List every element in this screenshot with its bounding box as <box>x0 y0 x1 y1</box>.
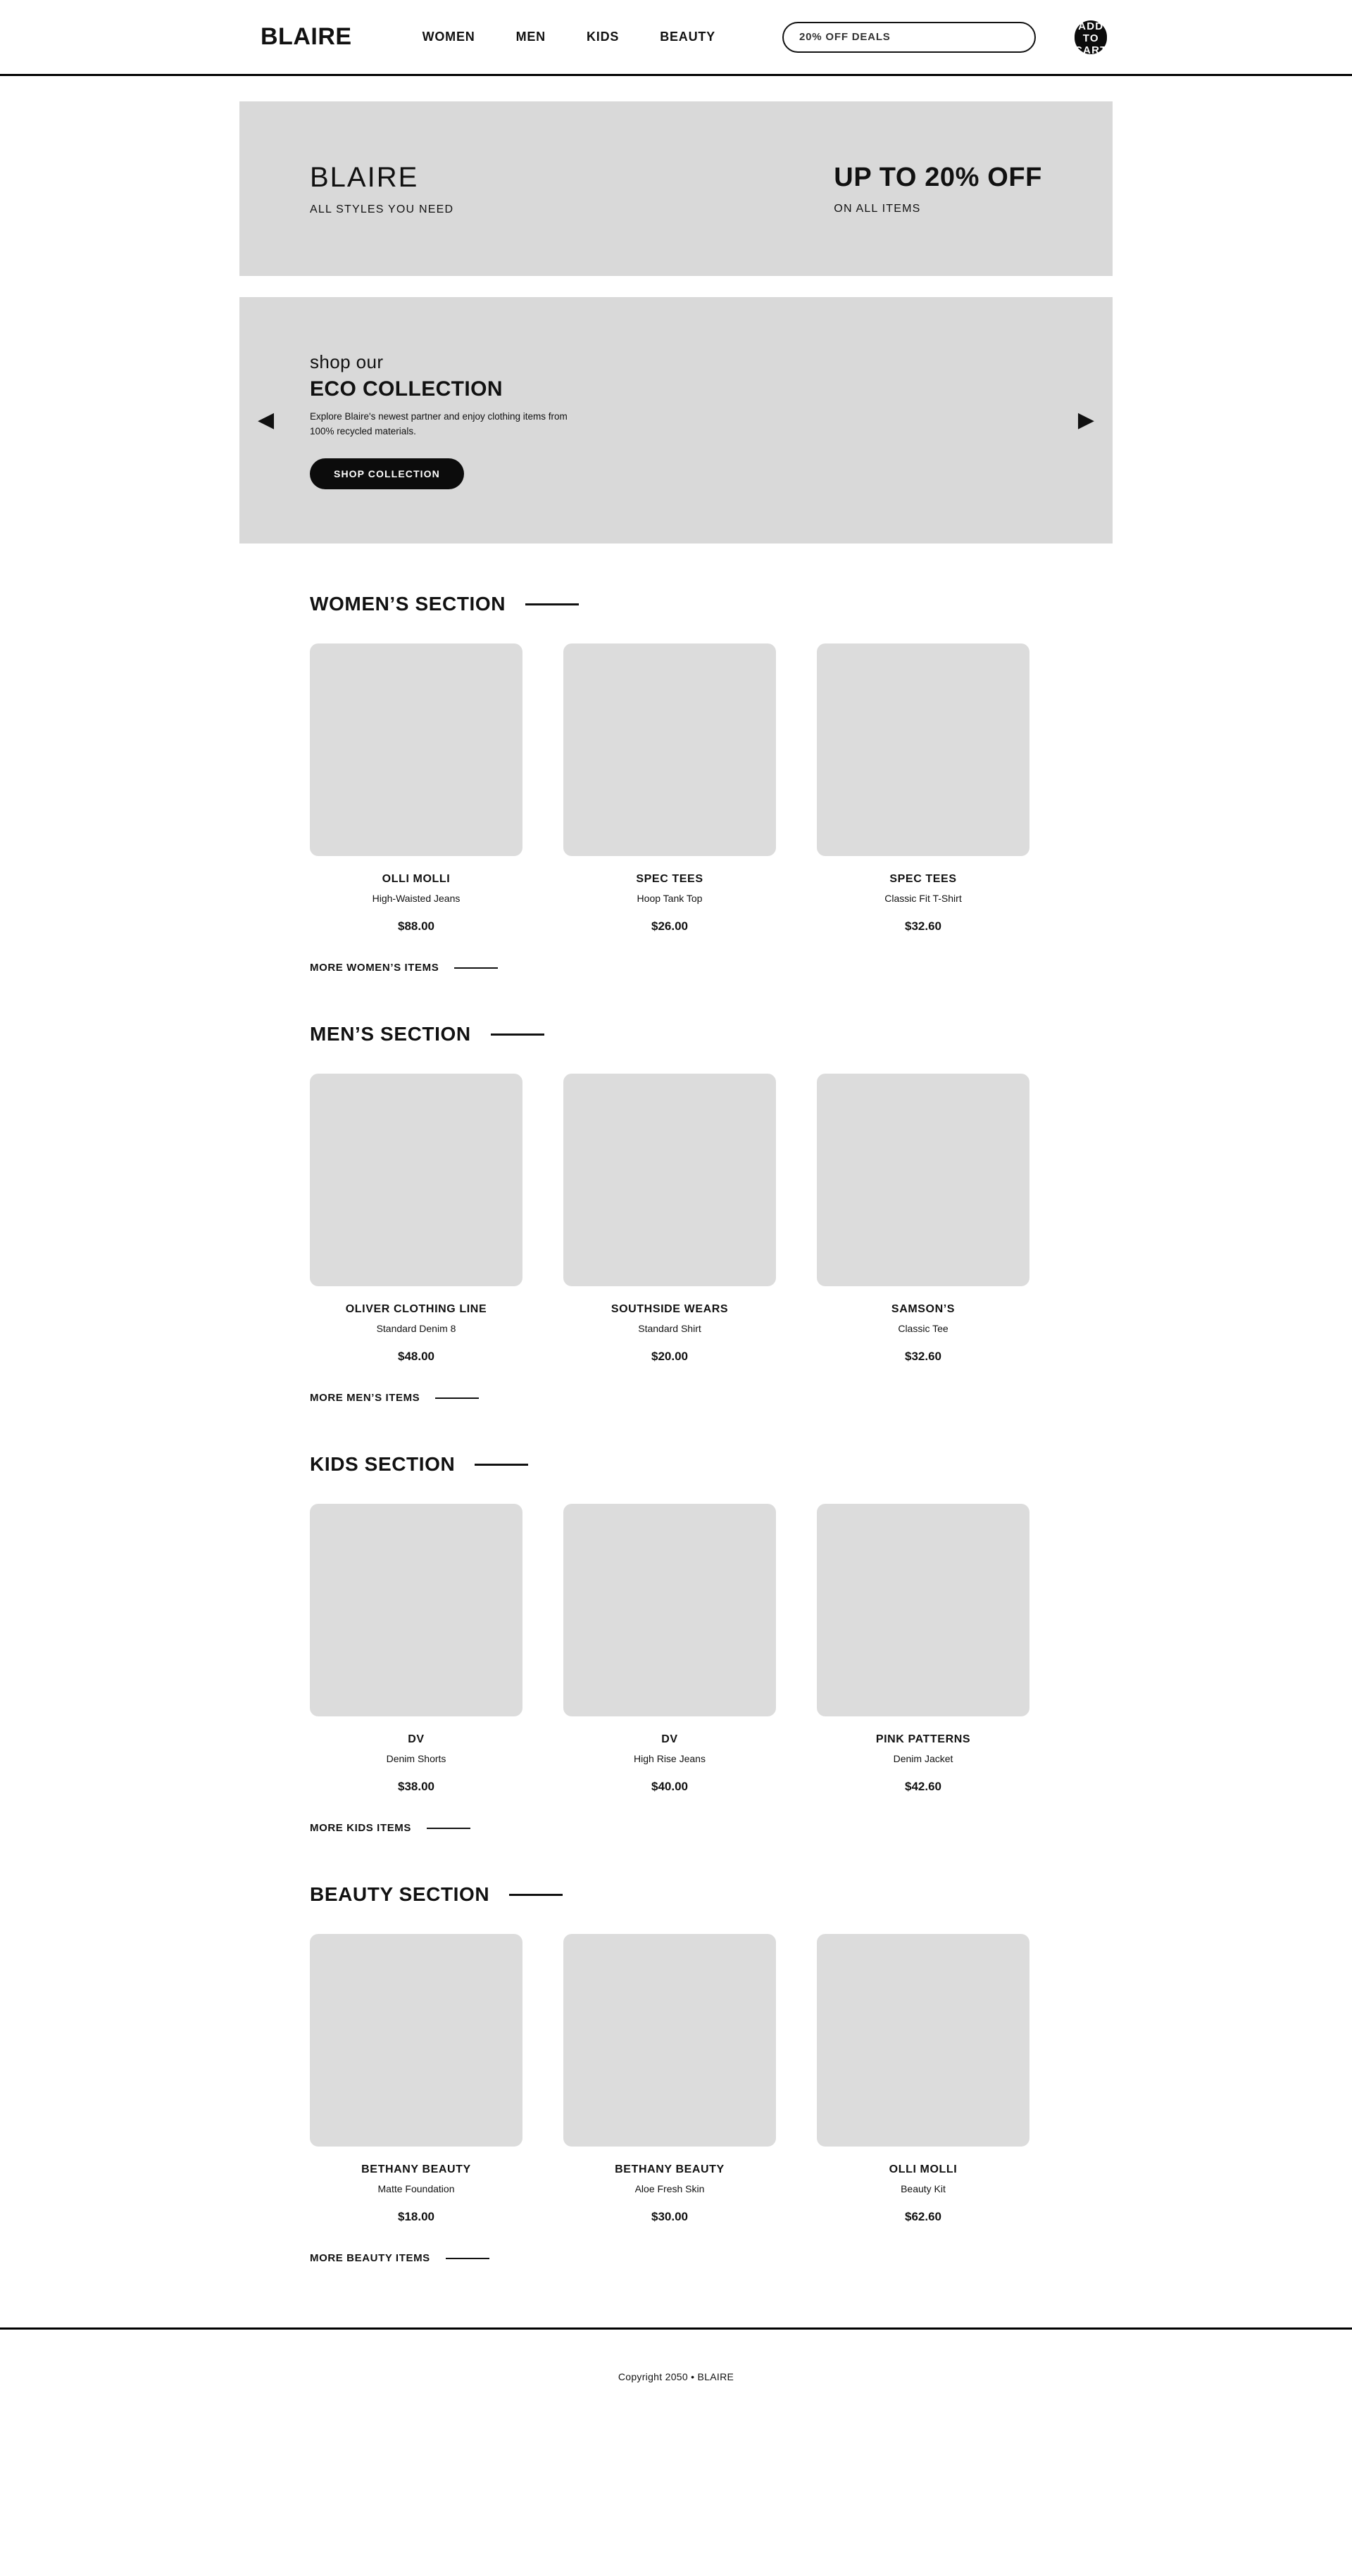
main-nav <box>423 30 715 44</box>
more-rule <box>454 967 498 969</box>
product-brand: OLLI MOLLI <box>382 873 451 885</box>
product-price: $48.00 <box>398 1350 434 1363</box>
product-image <box>817 1504 1029 1716</box>
product-grid <box>239 1504 1113 1794</box>
section-header <box>239 593 1113 615</box>
section-rule <box>509 1894 563 1896</box>
product-price: $40.00 <box>651 1780 688 1793</box>
product-card[interactable] <box>563 1934 776 2224</box>
product-name: Hoop Tank Top <box>637 893 703 904</box>
nav-item-men[interactable]: MEN <box>515 30 546 44</box>
product-price: $32.60 <box>905 919 941 933</box>
product-grid <box>239 643 1113 934</box>
product-image <box>310 1934 522 2147</box>
product-brand: OLLI MOLLI <box>889 2163 958 2175</box>
carousel-prev-icon[interactable]: ◀ <box>258 408 275 432</box>
shop-collection-button[interactable]: SHOP COLLECTION <box>310 458 464 489</box>
product-name: Classic Fit T-Shirt <box>884 893 962 904</box>
section-title: KIDS SECTION <box>310 1453 456 1475</box>
product-name: Beauty Kit <box>901 2183 946 2194</box>
product-brand: DV <box>408 1733 425 1745</box>
product-name: Standard Shirt <box>638 1323 701 1334</box>
promo-content <box>239 351 592 489</box>
product-image <box>563 1074 776 1286</box>
more-row <box>239 2252 1113 2264</box>
section-header <box>239 1023 1113 1045</box>
product-price: $88.00 <box>398 919 434 933</box>
section-men <box>239 1023 1113 1404</box>
nav-item-kids[interactable]: KIDS <box>586 30 620 44</box>
product-card[interactable] <box>817 1504 1029 1794</box>
page-content <box>239 76 1113 2264</box>
product-image <box>817 643 1029 856</box>
product-price: $42.60 <box>905 1780 941 1793</box>
product-image <box>817 1074 1029 1286</box>
promo-kicker: shop our <box>310 351 384 373</box>
product-image <box>310 1074 522 1286</box>
more-rule <box>435 1397 479 1399</box>
product-card[interactable] <box>563 1504 776 1794</box>
footer-copyright: Copyright 2050 • BLAIRE <box>618 2370 734 2382</box>
section-header <box>239 1883 1113 1906</box>
more-row <box>239 962 1113 974</box>
site-footer <box>0 2327 1352 2423</box>
product-card[interactable] <box>817 1074 1029 1364</box>
promo-carousel <box>239 297 1113 544</box>
hero-subtitle: ALL STYLES YOU NEED <box>310 203 454 215</box>
product-brand: SAMSON’S <box>891 1303 956 1315</box>
product-image <box>563 1934 776 2147</box>
product-name: Standard Denim 8 <box>376 1323 456 1334</box>
product-name: High-Waisted Jeans <box>372 893 461 904</box>
product-image <box>563 643 776 856</box>
section-title: WOMEN’S SECTION <box>310 593 506 615</box>
product-price: $30.00 <box>651 2210 688 2223</box>
more-rule <box>446 2258 489 2259</box>
product-image <box>310 643 522 856</box>
hero-banner <box>239 101 1113 276</box>
brand-logo[interactable]: BLAIRE <box>261 23 352 50</box>
nav-item-women[interactable]: WOMEN <box>422 30 475 44</box>
section-rule <box>491 1033 544 1036</box>
more-link-women[interactable]: MORE WOMEN’S ITEMS <box>310 962 439 974</box>
section-rule <box>475 1464 528 1466</box>
product-price: $20.00 <box>651 1350 688 1363</box>
section-title: MEN’S SECTION <box>310 1023 471 1045</box>
promo-title: ECO COLLECTION <box>310 377 503 401</box>
product-price: $18.00 <box>398 2210 434 2223</box>
search-input[interactable] <box>782 22 1036 53</box>
hero-right <box>834 163 1042 215</box>
header-inner <box>261 20 1108 56</box>
hero-title: BLAIRE <box>310 161 419 193</box>
product-name: Classic Tee <box>898 1323 949 1334</box>
hero-offer-subtitle: ON ALL ITEMS <box>834 202 921 215</box>
nav-item-beauty[interactable]: BEAUTY <box>660 30 715 44</box>
product-card[interactable] <box>563 1074 776 1364</box>
more-link-kids[interactable]: MORE KIDS ITEMS <box>310 1822 412 1834</box>
hero-offer-title: UP TO 20% OFF <box>834 162 1042 192</box>
site-header <box>0 0 1352 76</box>
carousel-next-icon[interactable]: ▶ <box>1077 408 1094 432</box>
product-card[interactable] <box>817 1934 1029 2224</box>
promo-description: Explore Blaire's newest partner and enjoy clothing items from 100% recycled materials. <box>310 411 568 436</box>
search-wrapper <box>782 22 1036 53</box>
product-brand: OLIVER CLOTHING LINE <box>345 1303 487 1315</box>
more-row <box>239 1392 1113 1404</box>
section-women <box>239 593 1113 974</box>
product-brand: SOUTHSIDE WEARS <box>611 1303 729 1315</box>
product-card[interactable] <box>310 1934 522 2224</box>
product-card[interactable] <box>817 643 1029 934</box>
product-name: Aloe Fresh Skin <box>634 2183 705 2194</box>
product-image <box>817 1934 1029 2147</box>
product-brand: SPEC TEES <box>889 873 957 885</box>
product-brand: BETHANY BEAUTY <box>361 2163 471 2175</box>
product-price: $62.60 <box>905 2210 941 2223</box>
product-name: Denim Jacket <box>893 1753 953 1764</box>
product-price: $38.00 <box>398 1780 434 1793</box>
more-row <box>239 1822 1113 1834</box>
product-name: Matte Foundation <box>377 2183 455 2194</box>
section-beauty <box>239 1883 1113 2264</box>
product-brand: BETHANY BEAUTY <box>615 2163 725 2175</box>
section-header <box>239 1453 1113 1476</box>
product-grid <box>239 1074 1113 1364</box>
product-card[interactable] <box>310 1504 522 1794</box>
section-title: BEAUTY SECTION <box>310 1883 490 1905</box>
more-link-beauty[interactable]: MORE BEAUTY ITEMS <box>310 2252 430 2264</box>
product-price: $26.00 <box>651 919 688 933</box>
product-card[interactable] <box>310 643 522 934</box>
product-image <box>563 1504 776 1716</box>
section-kids <box>239 1453 1113 1834</box>
more-rule <box>427 1828 470 1829</box>
more-link-men[interactable]: MORE MEN’S ITEMS <box>310 1392 420 1404</box>
product-brand: PINK PATTERNS <box>875 1733 971 1745</box>
hero-left <box>310 162 453 216</box>
product-image <box>310 1504 522 1716</box>
product-name: High Rise Jeans <box>634 1753 706 1764</box>
product-brand: SPEC TEES <box>636 873 703 885</box>
product-brand: DV <box>661 1733 678 1745</box>
add-to-cart-button[interactable]: ADD TO CART <box>1075 20 1108 56</box>
product-name: Denim Shorts <box>386 1753 446 1764</box>
section-rule <box>525 603 579 605</box>
product-price: $32.60 <box>905 1350 941 1363</box>
product-grid <box>239 1934 1113 2224</box>
product-card[interactable] <box>563 643 776 934</box>
product-card[interactable] <box>310 1074 522 1364</box>
